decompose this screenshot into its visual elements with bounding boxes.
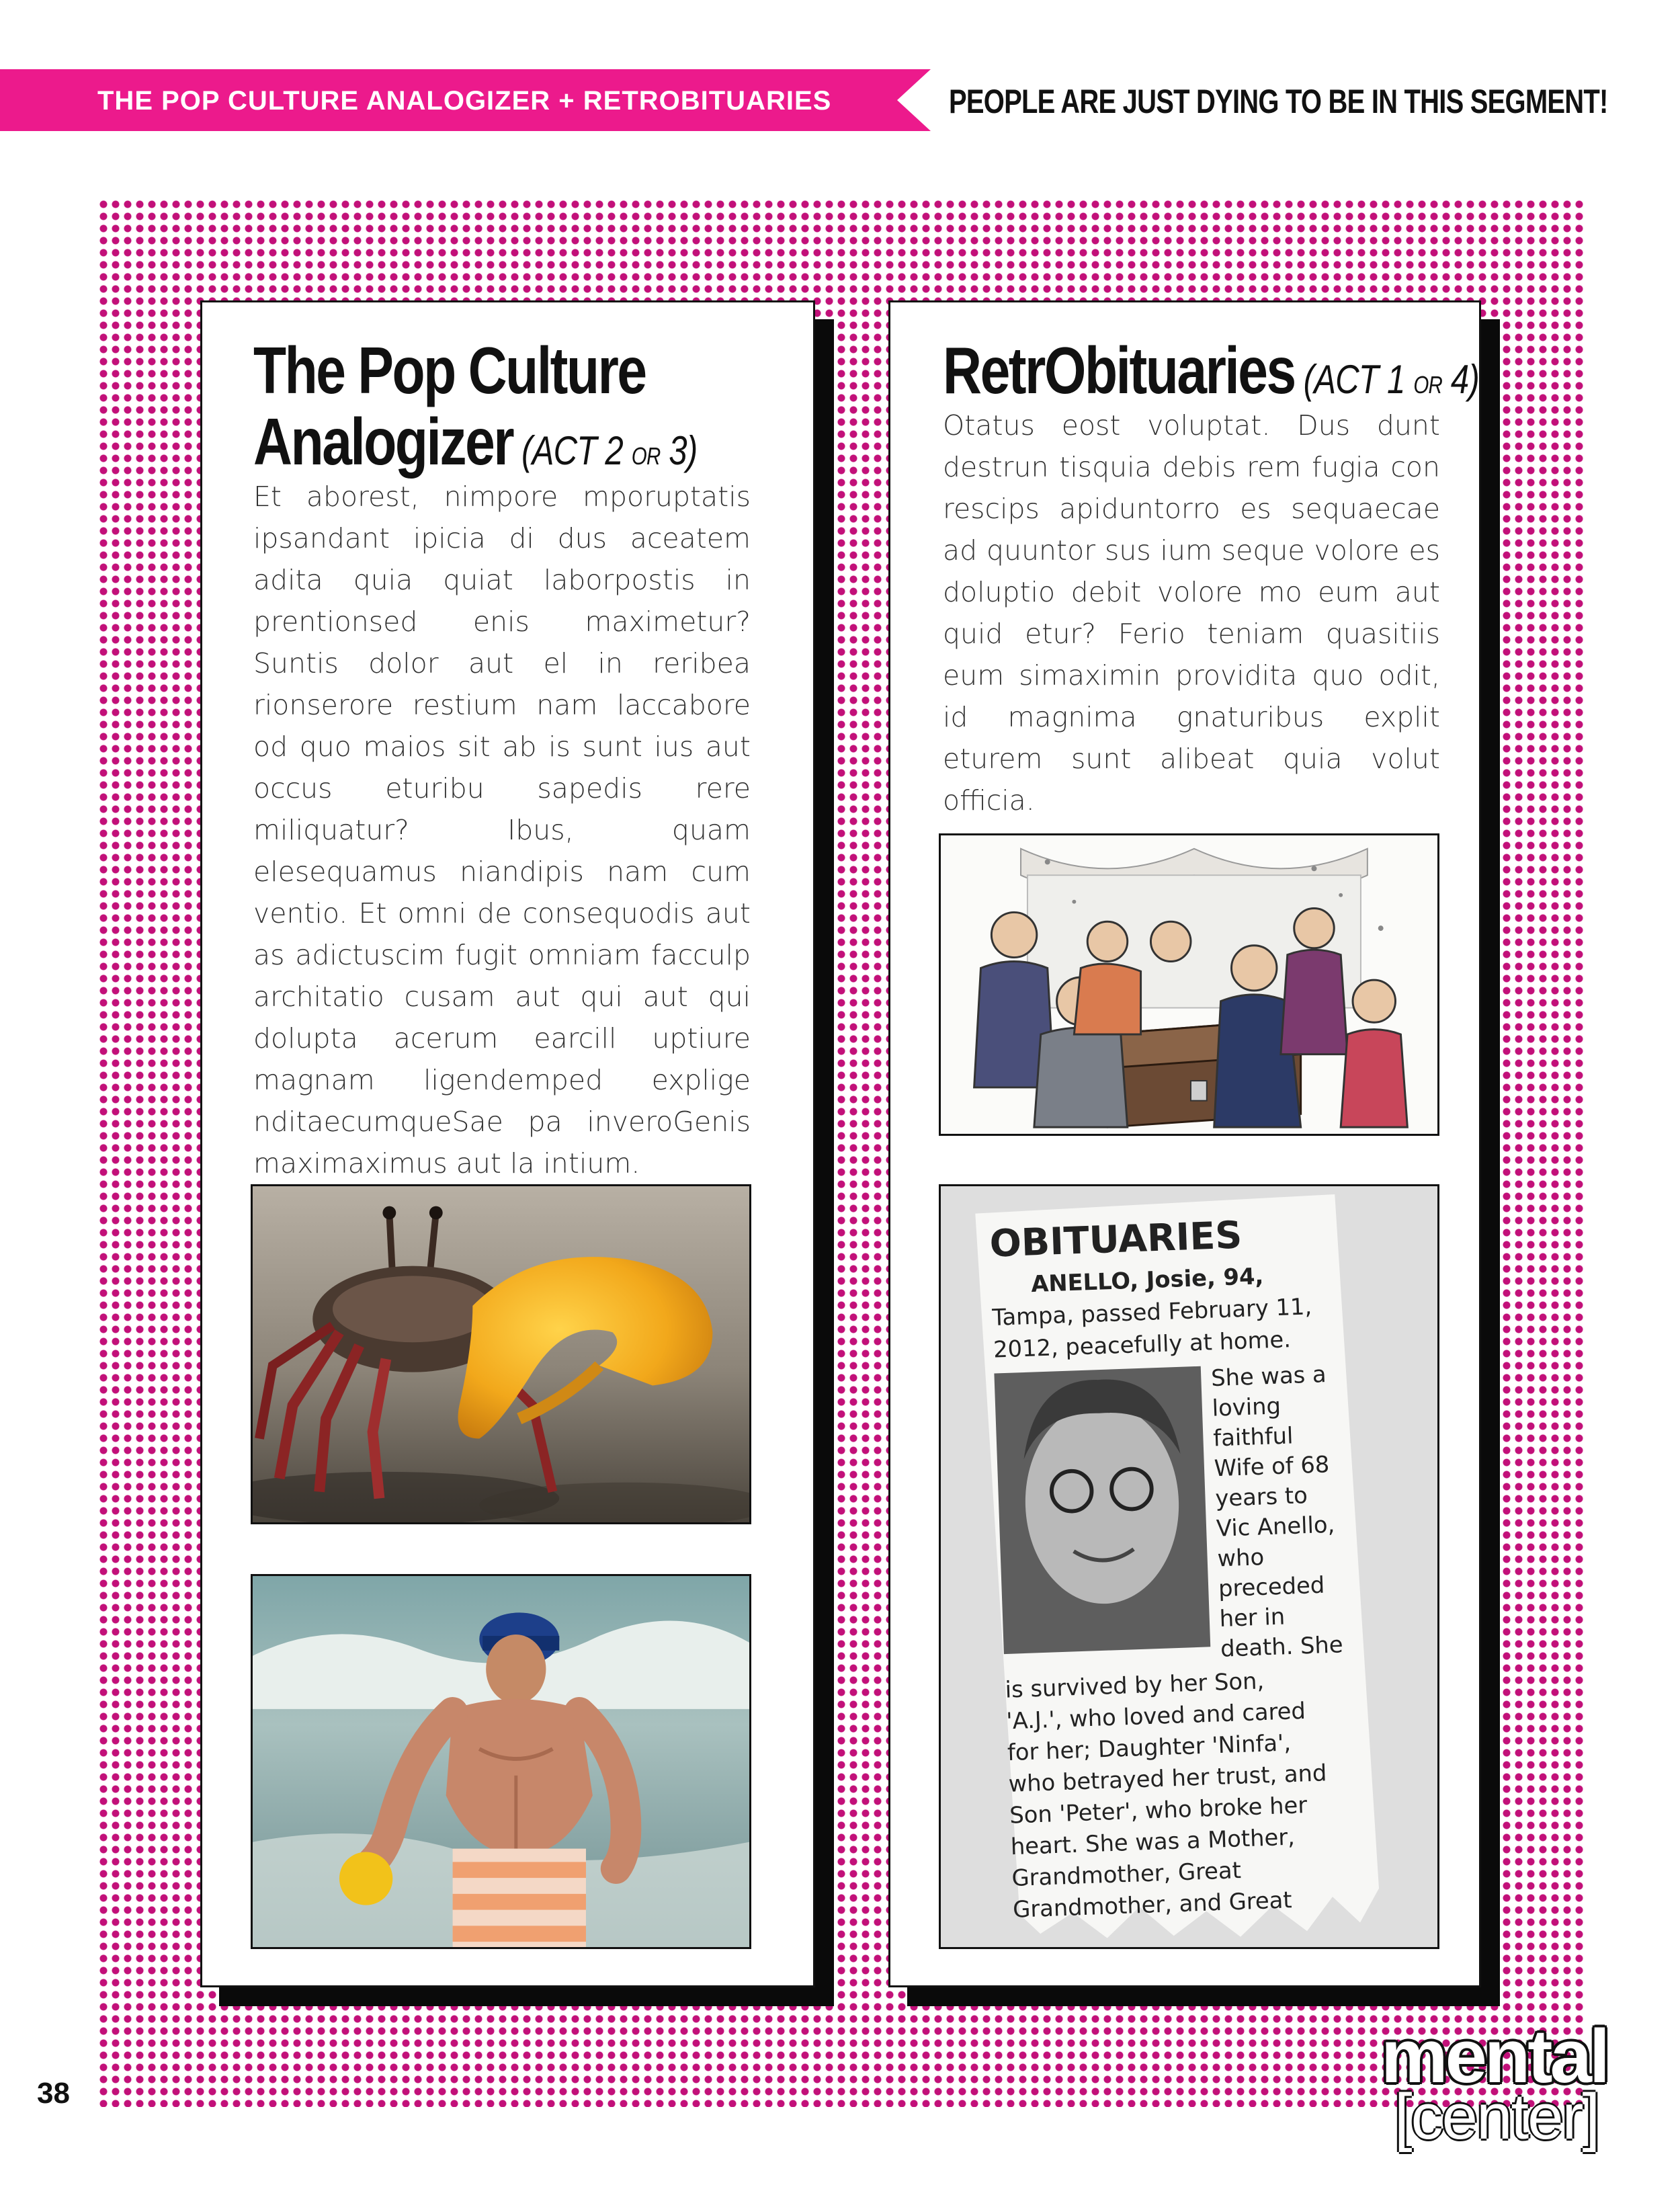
svg-text:Grandmother, and Great: Grandmother, and Great [1012,1887,1293,1923]
page-number: 38 [37,2077,70,2110]
pop-culture-heading [253,335,697,492]
act-label: (ACT 2 OR 3) [521,428,698,473]
svg-text:loving: loving [1212,1393,1282,1421]
retrobituaries-title: RetrObituaries [943,333,1295,407]
retrobituaries-panel [888,300,1481,1987]
logo-top-text: mental [1381,2014,1607,2098]
funeral-party-illustration [939,833,1439,1136]
logo-bottom-text: [center] [1394,2081,1599,2153]
svg-text:preceded: preceded [1218,1571,1325,1602]
svg-text:Son 'Peter', who broke her: Son 'Peter', who broke her [1009,1792,1308,1829]
svg-text:faithful: faithful [1212,1422,1294,1452]
heading-line-2: Analogizer [253,405,513,479]
mental-center-logo [1381,2014,1643,2157]
beach-man-photo [251,1574,751,1949]
svg-text:who betrayed her trust, and: who betrayed her trust, and [1007,1760,1327,1797]
svg-text:is survived by her Son,: is survived by her Son, [1005,1667,1265,1703]
svg-text:ANELLO, Josie, 94,: ANELLO, Josie, 94, [1030,1263,1264,1298]
section-title: THE POP CULTURE ANALOGIZER + RETROBITUARIES [97,86,832,116]
svg-text:Wife of 68: Wife of 68 [1214,1451,1330,1482]
svg-text:She was a: She was a [1210,1361,1327,1392]
retrobituaries-body: Otatus eost voluptat. Dus dunt destrun tisquia debis rem fugia con rescips apiduntorro es sequaecae ad quuntor sus ium seque volore es doluptio debit volore mo eum aut quid etur? Ferio teniam quasitiis eum simaximin providita quo odit, id magnima gnaturibus explit eturem sunt alibeat quia volut officia. [943,409,1440,817]
pop-culture-panel [200,300,815,1987]
svg-text:heart. She was a Mother,: heart. She was a Mother, [1010,1823,1296,1860]
heading-line-1: The Pop Culture [253,333,646,407]
obituary-clipping [939,1184,1439,1949]
svg-text:for her; Daughter 'Ninfa',: for her; Daughter 'Ninfa', [1007,1729,1292,1766]
svg-text:her in: her in [1219,1603,1286,1632]
svg-text:'A.J.', who loved and cared: 'A.J.', who loved and cared [1005,1697,1306,1735]
act-label: (ACT 1 OR 4) [1303,357,1479,402]
crab-photo [251,1184,751,1524]
svg-text:2012, peacefully at home.: 2012, peacefully at home. [993,1326,1292,1363]
svg-text:Tampa, passed February 11,: Tampa, passed February 11, [991,1293,1312,1331]
section-tagline: PEOPLE ARE JUST DYING TO BE IN THIS SEGMENT! [949,83,1608,120]
svg-text:who: who [1216,1544,1265,1572]
svg-text:death. She: death. She [1220,1631,1344,1662]
obituary-title: OBITUARIES [989,1213,1243,1266]
svg-text:Grandmother, Great: Grandmother, Great [1011,1857,1242,1892]
svg-text:years to: years to [1214,1482,1308,1512]
svg-text:Vic Anello,: Vic Anello, [1216,1511,1335,1542]
pop-culture-body: Et aborest, nimpore mporuptatis ipsandant ipicia di dus aceatem adita quia quiat laborpostis in prentionsed enis maximetur? Suntis dolor aut el in reribea rionserore restium nam laccabore od quo maios sit ab is sunt ius aut occus eturibu sapedis rere miliquatur? Ibus, quam elesequamus niandipis nam cum ventio. Et omni de consequodis aut as adictuscim fugit omniam facculp architatio cusam aut qui aut qui dolupta acerum earcill uptiure magnam ligendemped explige nditaecumqueSae pa inveroGenis maximaximus aut la intium. [253,481,751,1180]
